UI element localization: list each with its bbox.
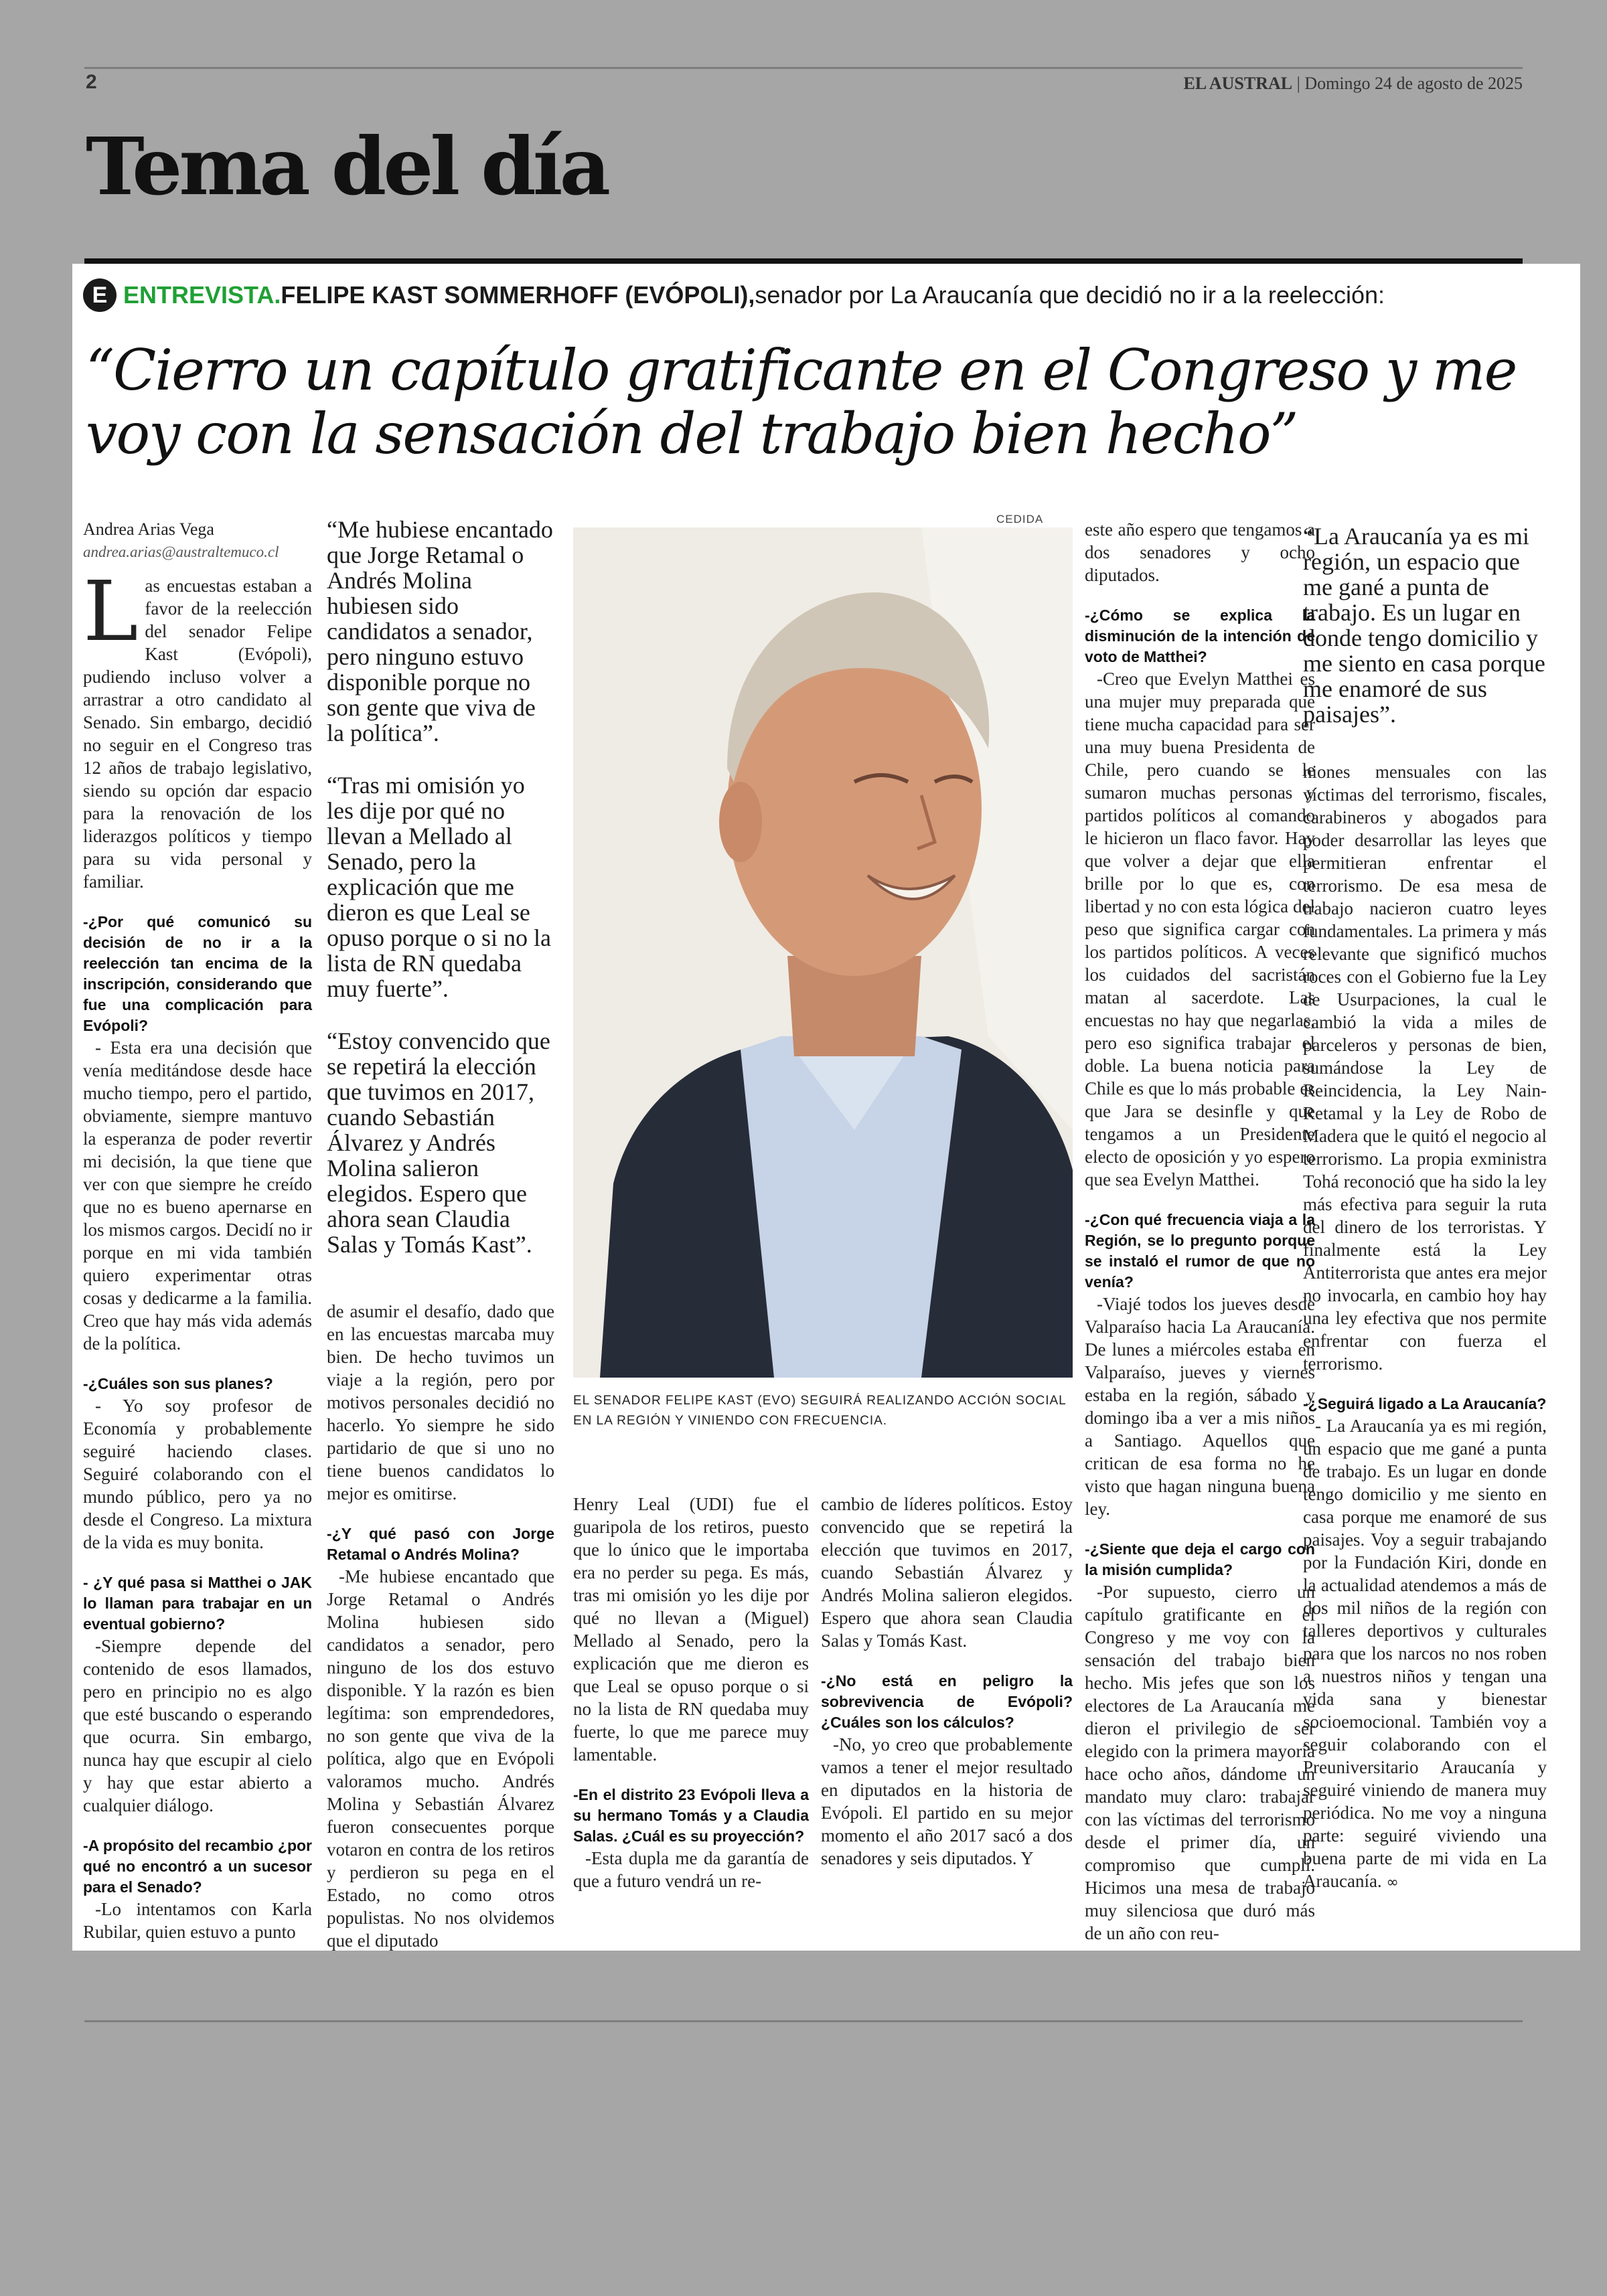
answer-continued: cambio de líderes políticos. Estoy convencido que se repetirá la elección que tuvimos en 2017, cuando Sebastián Álvarez y Andrés Molina salieron elegidos. Espero que ahora sean Claudia Salas y Tomás Kast. [821,1494,1073,1651]
question: -¿Cómo se explica la disminución de la intención de voto de Matthei? [1085,606,1315,665]
author-name: Andrea Arias Vega [83,519,214,539]
top-rule [84,67,1523,69]
pull-quote: “Me hubiese encantado que Jorge Retamal o Andrés Molina hubiesen sido candidatos a senador, pero ninguno estuvo disponible porque no son gente que viva de la política”. [327,516,553,746]
kicker-label: ENTREVISTA. [123,281,281,309]
masthead-date: | Domingo 24 de agosto de 2025 [1292,74,1523,93]
answer: -Esta dupla me da garantía de que a futuro vendrá un re- [573,1848,809,1891]
pull-quote: “Estoy convencido que se repetirá la elección que tuvimos en 2017, cuando Sebastián Álvarez y Andrés Molina salieron elegidos. Espero que ahora sean Claudia Salas y Tomás Kast”. [327,1028,550,1258]
answer: - La Araucanía ya es mi región, un espacio que me gané a punta de trabajo. Es un lugar en donde tengo domicilio y me siento en casa porque me enamoré de sus paisajes. Voy a seguir trabajando por la Fundación Kiri, donde en la actualidad atendemos a más de dos mil niños de la región con talleres deportivos y culturales para que los narcos no nos roben a nuestros niños y tengan una vida sana y bienestar socioemocional. También voy a seguir colaborando con el Preuniversitario Araucanía y seguiré viniendo de manera muy periódica. No me voy a ninguna parte: seguiré viviendo una buena parte de mi vida en La Araucanía. ∞ [1303,1416,1547,1891]
answer: -Por supuesto, cierro un capítulo gratificante en el Congreso y me voy con la sensación del trabajo bien hecho. Mis jefes que son los electores de La Araucanía me dieron el privilegio de ser elegido con la primera mayoría hace ocho años, dándome un mandato muy claro: trabajar con las víctimas del terrorismo desde el primer día, un compromiso que cumplí. Hicimos una mesa de trabajo muy silenciosa que duró más de un año con reu- [1085,1582,1315,1943]
answer: - Esta era una decisión que venía meditándose desde hace mucho tiempo, pero el partido, obviamente, siempre mantuvo la esperanza de poder revertir mi decisión, la que tiene que ver con que siempre he creído que no es bueno apernarse en los mismos cargos. Decidí no ir porque en mi vida también quiero experimentar otras cosas y dedicarme a la familia. Creo que hay más vida además de la política. [83,1038,312,1354]
column-6 [1303,760,1547,1894]
column-1 [83,518,312,1943]
answer: -Viajé todos los jueves desde Valparaíso hacia La Araucanía. De lunes a miércoles estaba en Valparaíso, jueves y viernes estaba en la región, sábado y domingo iba a ver a mis niños a Santiago. Aquellos que critican de esa forma no he visto que hagan ninguna buena ley. [1085,1294,1315,1519]
article-page [72,264,1580,1951]
kicker [83,278,1385,312]
masthead [1184,74,1523,94]
end-mark-icon: ∞ [1386,1874,1399,1891]
pull-quote-column-6 [1303,523,1547,754]
answer-continued: de asumir el desafío, dado que en las encuestas marcaba muy bien. De hecho tuvimos un viaje a la región, pero por motivos personales decidió no hacerlo. Yo siempre he sido partidario de que si uno no tiene buenos candidatos lo mejor es omitirse. [327,1301,554,1503]
column-5 [1085,518,1315,1945]
column-4 [821,1493,1073,1870]
question: -¿No está en peligro la sobrevivencia de Evópoli? ¿Cuáles son los cálculos? [821,1672,1073,1731]
question: -¿Seguirá ligado a La Araucanía? [1303,1395,1547,1412]
question: -¿Siente que deja el cargo con la misión cumplida? [1085,1540,1315,1578]
pull-quote: “La Araucanía ya es mi región, un espacio que me gané a punta de trabajo. Es un lugar en donde tengo domicilio y me siento en casa porque me enamoré de sus paisajes”. [1303,523,1545,728]
question: -¿Y qué pasó con Jorge Retamal o Andrés Molina? [327,1525,554,1563]
question: - ¿Y qué pasa si Matthei o JAK lo llaman para trabajar en un eventual gobierno? [83,1574,312,1633]
answer-continued: este año espero que tengamos a dos senadores y ocho diputados. [1085,519,1315,585]
answer: -Creo que Evelyn Matthei es una mujer muy preparada que tiene mucha capacidad para ser una muy buena Presidenta de Chile, pero cuando se le sumaron muchas personas y partidos políticos al comando le hicieron un flaco favor. Hay que volver a dejar que ella brille por lo que es, con libertad y no con esta lógica del peso que significa cargar con los partidos políticos. A veces los cuidados del sacristán matan al sacerdote. Las encuestas no hay que negarlas, pero eso significa trabajar el doble. La buena noticia para Chile es que lo más probable es que Jara se desinfle y que tengamos a un Presidente electo de oposición y yo espero que sea Evelyn Matthei. [1085,669,1315,1190]
masthead-brand: EL AUSTRAL [1183,74,1293,93]
answer-continued: niones mensuales con las víctimas del terrorismo, fiscales, carabineros y abogados para poder desarrollar las leyes que permitieran enfrentar el terrorismo. De esa mesa de trabajo nacieron cuatro leyes fundamentales. La primera y más relevante que significó muchos roces con el Gobierno fue la Ley de Usurpaciones, la cual le cambió la vida a miles de parceleros y personas de bien, sumándose la Ley de Reincidencia, la Ley Nain-Retamal y la Ley de Robo de Madera que le quitó el negocio al terrorismo. La propia exministra Tohá reconoció que ha sido la ley más efectiva para seguir la ruta del dinero de los terroristas. Y finalmente está la Ley Antiterrorista que antes era mejor no invocarla, en cambio hoy hay una ley efectiva que nos permite enfrentar con fuerza el terrorismo. [1303,762,1547,1374]
question: -En el distrito 23 Evópoli lleva a su hermano Tomás y a Claudia Salas. ¿Cuál es su proyección? [573,1786,809,1845]
answer: -Siempre depende del contenido de esos llamados, pero en principio no es algo que esté buscando o esperando que ocurra. Sin embargo, nunca hay que escupir al cielo y hay que estar abierto a cualquier diálogo. [83,1636,312,1815]
interview-badge-icon: E [83,278,117,312]
pull-quote: “Tras mi omisión yo les dije por qué no llevan a Mellado al Senado, pero la explicación que me dieron es que Leal se opuso porque o si no la lista de RN quedaba muy fuerte”. [327,772,551,1002]
lead-paragraph: Las encuestas estaban a favor de la reelección del senador Felipe Kast (Evópoli), pudiendo incluso volver a arrastrar a otro candidato al Senado. Sin embargo, decidió no seguir en el Congreso tras 12 años de trabajo legislativo, siendo su opción dar espacio para la renovación de los liderazgos políticos y tiempo para su vida personal y familiar. [83,564,312,892]
bottom-rule [84,2020,1523,2022]
kicker-name: FELIPE KAST SOMMERHOFF (EVÓPOLI), [281,281,755,309]
page-number: 2 [86,71,97,93]
section-title: Tema del día [86,120,608,213]
column-3 [573,1493,809,1892]
answer: -Lo intentamos con Karla Rubilar, quien estuvo a punto [83,1899,312,1942]
portrait-illustration [573,527,1073,1378]
answer: -Me hubiese encantado que Jorge Retamal o Andrés Molina hubiesen sido candidatos a senador, pero ninguno de los dos estuvo disponible. Y la razón es bien legítima: son emprendedores, no son gente que viva de la política, algo que en Evópoli valoramos mucho. Andrés Molina y Sebastián Álvarez fueron consecuentes porque votaron en contra de los retiros y perdieron su pega en el Estado, no como otros populistas. No nos olvidemos que el diputado [327,1566,554,1951]
question: -A propósito del recambio ¿por qué no encontró a un sucesor para el Senado? [83,1837,312,1896]
headline: “Cierro un capítulo gratificante en el Congreso y me voy con la sensación del trabajo bien hecho” [86,337,1517,467]
portrait-photo [573,527,1073,1378]
photo-credit: CEDIDA [996,513,1044,525]
question: -¿Por qué comunicó su decisión de no ir a la reelección tan encima de la inscripción, considerando que fue una complicación para Evópoli? [83,913,312,1034]
author-email: andrea.arias@australtemuco.cl [83,544,279,560]
column-2 [327,1300,554,1952]
question: -¿Con qué frecuencia viaja a la Región, se lo pregunto porque se instaló el rumor de que no venía? [1085,1211,1315,1291]
drop-cap: L [83,564,139,660]
answer-continued: Henry Leal (UDI) fue el guaripola de los retiros, puesto que lo único que le importaba era no perder su pega. Es más, tras mi omisión yo les dije por qué no llevan a (Miguel) Mellado al Senado, pero la explicación que me dieron es que Leal se opuso porque o si no la lista de RN quedaba muy fuerte, lo que me parece muy lamentable. [573,1494,809,1765]
kicker-description: senador por La Araucanía que decidió no ir a la reelección: [755,281,1385,309]
answer: - Yo soy profesor de Economía y probablemente seguiré haciendo clases. Seguiré colaborando con el mundo público, pero ya no desde el Congreso. La mixtura de la vida es muy bonita. [83,1396,312,1552]
photo-caption: EL SENADOR FELIPE KAST (EVO) SEGUIRÁ REALIZANDO ACCIÓN SOCIAL EN LA REGIÓN Y VINIENDO CON FRECUENCIA. [573,1394,1067,1428]
answer: -No, yo creo que probablemente vamos a tener el mejor resultado en diputados en la historia de Evópoli. El partido en su mejor momento el año 2017 sacó a dos senadores y seis diputados. Y [821,1734,1073,1868]
pull-quotes-column [327,517,554,1284]
question: -¿Cuáles son sus planes? [83,1375,273,1392]
